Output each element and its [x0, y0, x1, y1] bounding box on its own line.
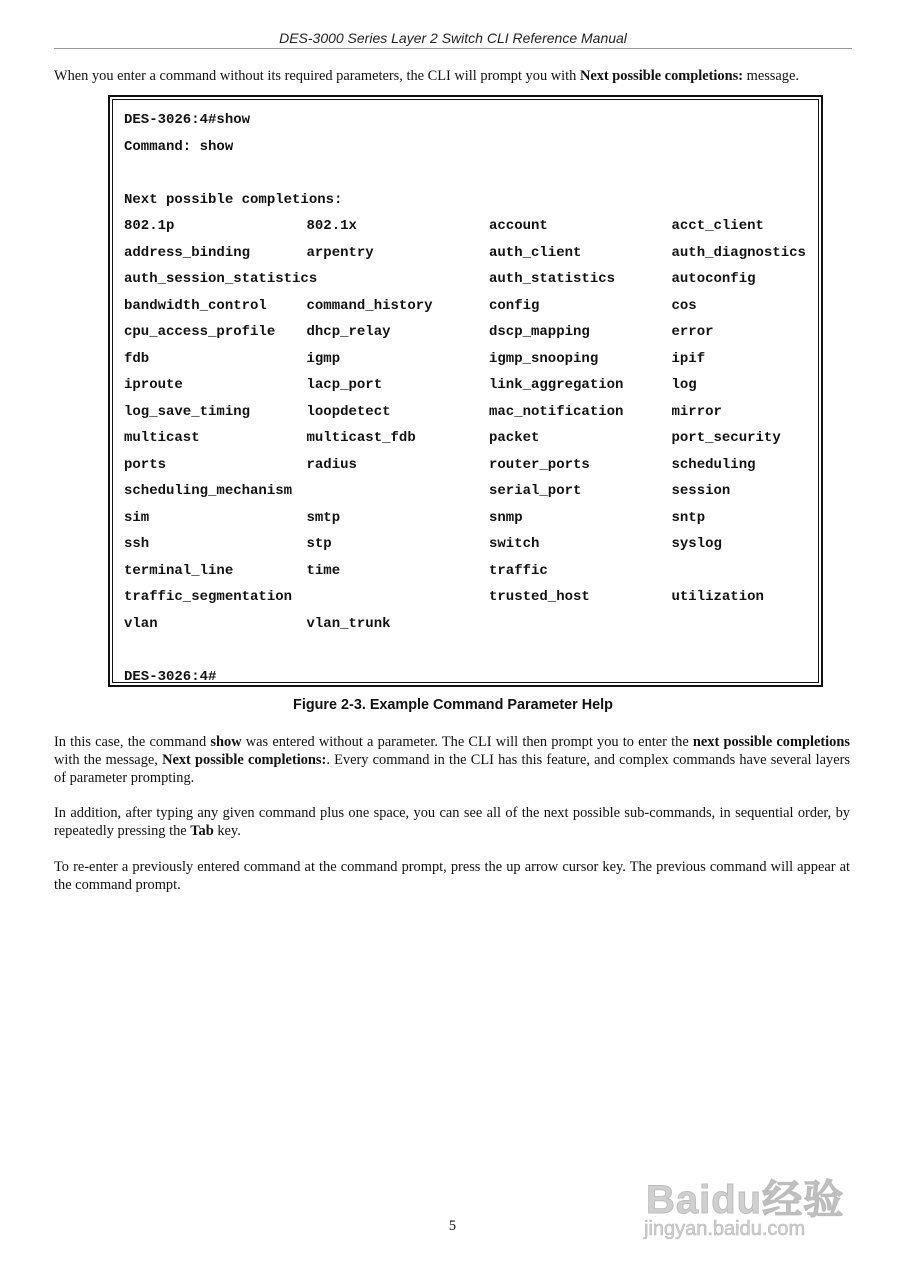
- cli-completion-item: link_aggregation: [489, 377, 624, 393]
- cli-completion-item: router_ports: [489, 456, 590, 473]
- para1-text-1: In this case, the command: [54, 734, 211, 750]
- cli-completion-item: cos: [671, 297, 697, 314]
- cli-completion-item: radius: [306, 456, 357, 473]
- cli-completion-item: config: [489, 297, 540, 314]
- cli-completion-row: [124, 346, 818, 373]
- cli-completion-item: lacp_port: [306, 377, 383, 393]
- cli-completion-row: [124, 240, 818, 267]
- cli-completion-item: auth_diagnostics: [671, 244, 806, 261]
- cli-completion-item: snmp: [489, 509, 523, 526]
- cli-completion-item: error: [671, 324, 714, 340]
- cli-completion-item: 802.1p: [124, 218, 175, 234]
- cli-completion-item: igmp: [306, 350, 341, 367]
- cli-completion-item: fdb: [124, 350, 150, 367]
- para1-bold-1: show: [210, 734, 242, 750]
- cli-completion-row: [124, 558, 818, 585]
- header-rule: [54, 48, 852, 49]
- para1-text-4: . Every command in the CLI has this feature, and complex commands have several layers of parameter prompting.: [54, 752, 850, 786]
- cli-completion-item: ports: [124, 456, 167, 473]
- para2-text-2: key.: [213, 823, 241, 839]
- cli-completion-row: [124, 584, 818, 611]
- watermark-url: jingyan.baidu.com: [644, 1218, 806, 1240]
- cli-prompt-command: DES-3026:4#show: [124, 112, 251, 128]
- cli-completion-item: autoconfig: [671, 271, 756, 287]
- cli-completion-item: scheduling_mechanism: [124, 483, 293, 499]
- cli-completion-item: session: [671, 483, 731, 499]
- cli-completion-item: multicast_fdb: [306, 430, 416, 446]
- cli-completion-row: [124, 478, 818, 505]
- cli-completion-item: mac_notification: [489, 403, 624, 420]
- cli-final-prompt: DES-3026:4#: [124, 668, 217, 685]
- cli-completion-item: sntp: [671, 509, 706, 526]
- cli-completions-grid: [124, 213, 818, 637]
- cli-completion-item: cpu_access_profile: [124, 324, 276, 340]
- cli-completion-item: smtp: [306, 509, 341, 526]
- figure-caption: Figure 2-3. Example Command Parameter Help: [293, 697, 613, 713]
- cli-completion-item: vlan: [124, 615, 158, 632]
- cli-completion-row: [124, 505, 818, 532]
- cli-completion-item: sim: [124, 509, 150, 526]
- cli-completion-row: [124, 399, 818, 426]
- cli-completion-row: [124, 319, 818, 346]
- cli-completion-item: scheduling: [671, 456, 756, 473]
- cli-completion-item: acct_client: [671, 218, 764, 234]
- cli-completion-item: switch: [489, 536, 540, 552]
- cli-completion-item: multicast: [124, 430, 200, 446]
- cli-blank-line: [124, 160, 818, 187]
- cli-completion-item: stp: [306, 536, 332, 552]
- cli-completion-row: [124, 293, 818, 320]
- cli-completion-item: auth_statistics: [489, 271, 616, 287]
- cli-completions-header: Next possible completions:: [124, 191, 343, 208]
- cli-completion-item: traffic_segmentation: [124, 589, 293, 605]
- paragraph-explanation: [54, 733, 850, 787]
- cli-blank-line: [124, 637, 818, 664]
- cli-completion-item: vlan_trunk: [306, 615, 391, 632]
- para2-bold-1: Tab: [190, 823, 214, 839]
- cli-example-box: [108, 95, 823, 687]
- cli-completion-item: arpentry: [306, 244, 374, 261]
- cli-completion-item: bandwidth_control: [124, 297, 267, 314]
- para1-text-3: with the message,: [54, 752, 163, 768]
- cli-completion-item: serial_port: [489, 483, 582, 499]
- cli-completion-item: traffic: [489, 562, 548, 579]
- cli-completion-item: dscp_mapping: [489, 324, 590, 340]
- para1-bold-3: Next possible completions:: [162, 752, 327, 768]
- intro-text-after: message.: [743, 68, 799, 84]
- running-header: DES-3000 Series Layer 2 Switch CLI Reference Manual: [279, 30, 627, 46]
- cli-completion-row: [124, 531, 818, 558]
- cli-completion-item: igmp_snooping: [489, 350, 599, 367]
- cli-completion-item: address_binding: [124, 244, 251, 261]
- cli-completion-item: account: [489, 218, 548, 234]
- cli-completion-item: port_security: [671, 430, 781, 446]
- paragraph-tab-key: [54, 804, 850, 840]
- cli-completion-item: time: [306, 562, 341, 579]
- baidu-watermark: [640, 1140, 860, 1260]
- cli-completion-row: [124, 213, 818, 240]
- cli-completion-row: [124, 452, 818, 479]
- cli-completion-item: auth_client: [489, 244, 582, 261]
- cli-console: [112, 99, 819, 683]
- cli-completion-item: log_save_timing: [124, 403, 251, 420]
- cli-completion-item: auth_session_statistics: [124, 271, 318, 287]
- cli-completion-item: mirror: [671, 403, 722, 420]
- cli-command-echo: Command: show: [124, 138, 234, 155]
- intro-bold: Next possible completions:: [579, 68, 744, 84]
- para1-bold-2: next possible completions: [692, 734, 850, 750]
- cli-completion-item: ssh: [124, 536, 150, 552]
- cli-completion-item: loopdetect: [306, 403, 391, 420]
- cli-completion-item: command_history: [306, 297, 433, 314]
- page-number: 5: [448, 1218, 457, 1234]
- watermark-logo: Baidu经验: [646, 1178, 845, 1222]
- cli-completion-row: [124, 425, 818, 452]
- paragraph-up-arrow: To re-enter a previously entered command at the command prompt, press the up arrow cursor key. The previous command will appear at the command prompt.: [54, 859, 850, 893]
- cli-completion-item: ipif: [671, 350, 706, 367]
- cli-completion-item: packet: [489, 430, 540, 446]
- cli-completion-row: [124, 266, 818, 293]
- cli-completion-item: dhcp_relay: [306, 324, 391, 340]
- cli-completion-item: terminal_line: [124, 562, 234, 579]
- cli-completion-item: log: [671, 377, 697, 393]
- cli-completion-item: utilization: [671, 589, 764, 605]
- cli-completion-row: [124, 372, 818, 399]
- cli-completion-item: 802.1x: [306, 218, 357, 234]
- cli-completion-item: trusted_host: [489, 589, 590, 605]
- para2-text-1: In addition, after typing any given command plus one space, you can see all of the next possible sub-commands, in sequential order, by repeatedly pressing the: [54, 805, 850, 839]
- cli-completion-row: [124, 611, 818, 638]
- intro-text-before: When you enter a command without its required parameters, the CLI will prompt you with: [54, 68, 580, 84]
- cli-completion-item: syslog: [671, 536, 722, 552]
- intro-paragraph: [54, 67, 854, 85]
- cli-completion-item: iproute: [124, 377, 183, 393]
- para1-text-2: was entered without a parameter. The CLI will then prompt you to enter the: [241, 734, 693, 750]
